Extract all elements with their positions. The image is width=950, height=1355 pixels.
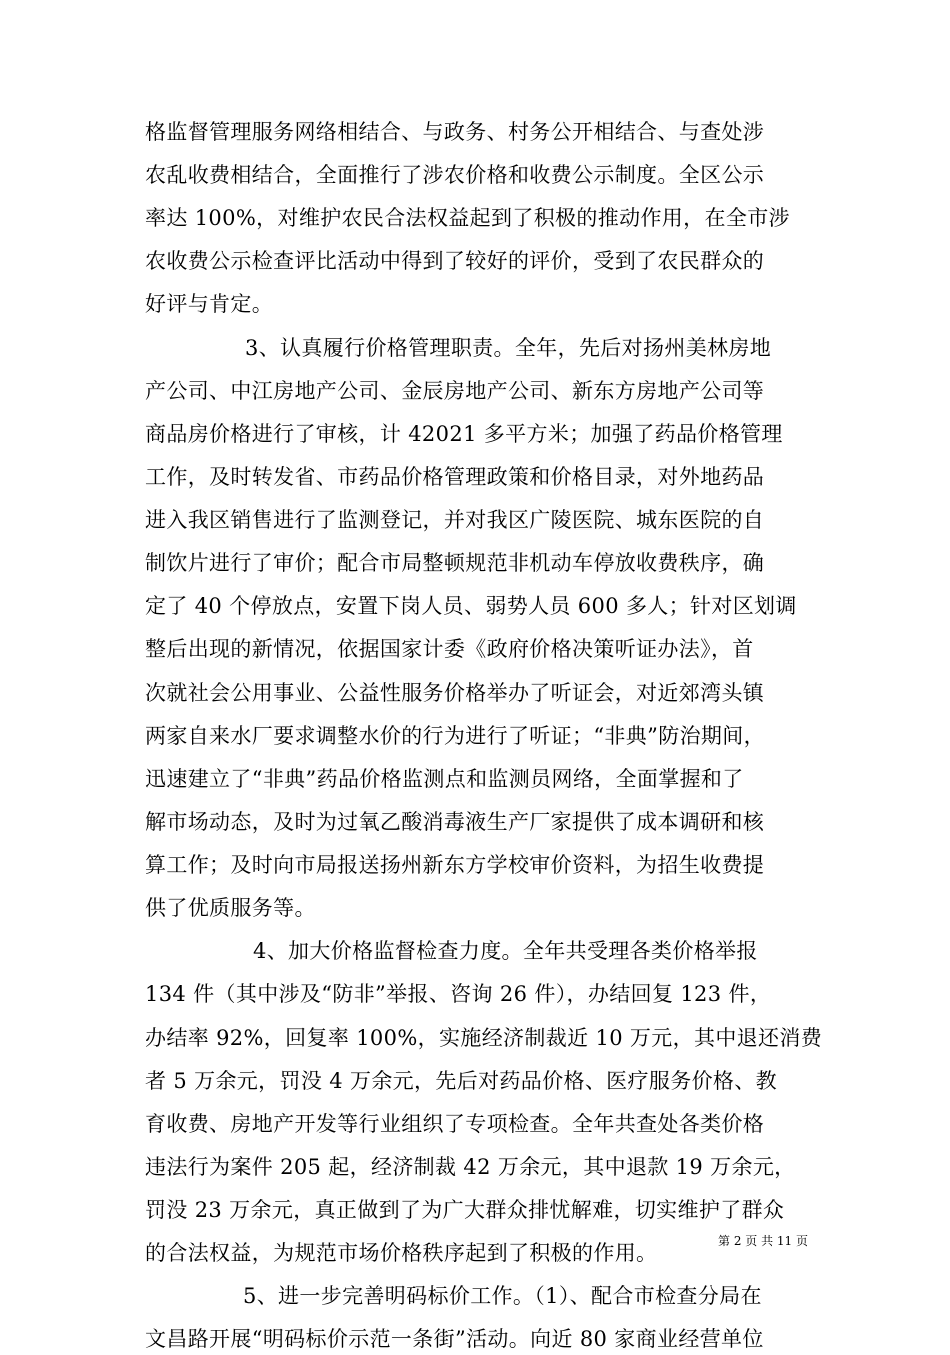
text-line: 定了 40 个停放点，安置下岗人员、弱势人员 600 多人；针对区划调 [145,594,797,618]
paragraph-start-line: 5、进一步完善明码标价工作。（1）、配合市检查分局在 [243,1284,762,1308]
page-number: 第 2 页 共 11 页 [718,1234,808,1248]
paragraph-start-line: 3、认真履行价格管理职责。全年，先后对扬州美林房地 [245,336,772,360]
text-line: 两家自来水厂要求调整水价的行为进行了听证；“非典”防治期间， [145,724,765,748]
text-line: 供了优质服务等。 [145,896,316,920]
text-line: 罚没 23 万余元，真正做到了为广大群众排忧解难，切实维护了群众 [145,1198,785,1222]
text-line: 农收费公示检查评比活动中得到了较好的评价，受到了农民群众的 [145,249,765,273]
text-line: 农乱收费相结合，全面推行了涉农价格和收费公示制度。全区公示 [145,163,765,187]
text-line: 率达 100%，对维护农民合法权益起到了积极的推动作用，在全市涉 [145,206,790,230]
text-line: 解市场动态，及时为过氧乙酸消毒液生产厂家提供了成本调研和核 [145,810,765,834]
text-line: 好评与肯定。 [145,292,274,316]
paragraph-start-line: 4、加大价格监督检查力度。全年共受理各类价格举报 [253,939,758,963]
text-line: 进入我区销售进行了监测登记，并对我区广陵医院、城东医院的自 [145,508,765,532]
text-line: 整后出现的新情况，依据国家计委《政府价格决策听证办法》，首 [145,637,754,661]
text-line: 134 件（其中涉及“防非”举报、咨询 26 件），办结回复 123 件， [145,982,772,1006]
text-line: 次就社会公用事业、公益性服务价格举办了听证会，对近郊湾头镇 [145,681,765,705]
text-line: 算工作；及时向市局报送扬州新东方学校审价资料，为招生收费提 [145,853,765,877]
text-line: 办结率 92%，回复率 100%，实施经济制裁近 10 万元，其中退还消费 [145,1026,823,1050]
text-line: 制饮片进行了审价；配合市局整顿规范非机动车停放收费秩序，确 [145,551,765,575]
text-line: 者 5 万余元，罚没 4 万余元，先后对药品价格、医疗服务价格、教 [145,1069,777,1093]
text-line: 商品房价格进行了审核，计 42021 多平方米；加强了药品价格管理 [145,422,783,446]
text-line: 工作，及时转发省、市药品价格管理政策和价格目录，对外地药品 [145,465,765,489]
text-line: 迅速建立了“非典”药品价格监测点和监测员网络，全面掌握和了 [145,767,744,791]
text-line: 育收费、房地产开发等行业组织了专项检查。全年共查处各类价格 [145,1112,765,1136]
text-line: 格监督管理服务网络相结合、与政务、村务公开相结合、与查处涉 [145,120,765,144]
text-line: 的合法权益，为规范市场价格秩序起到了积极的作用。 [145,1241,658,1265]
text-line: 违法行为案件 205 起，经济制裁 42 万余元，其中退款 19 万余元， [145,1155,796,1179]
text-line: 产公司、中江房地产公司、金辰房地产公司、新东方房地产公司等 [145,379,765,403]
text-line: 文昌路开展“明码标价示范一条街”活动。向近 80 家商业经营单位 [145,1327,764,1351]
